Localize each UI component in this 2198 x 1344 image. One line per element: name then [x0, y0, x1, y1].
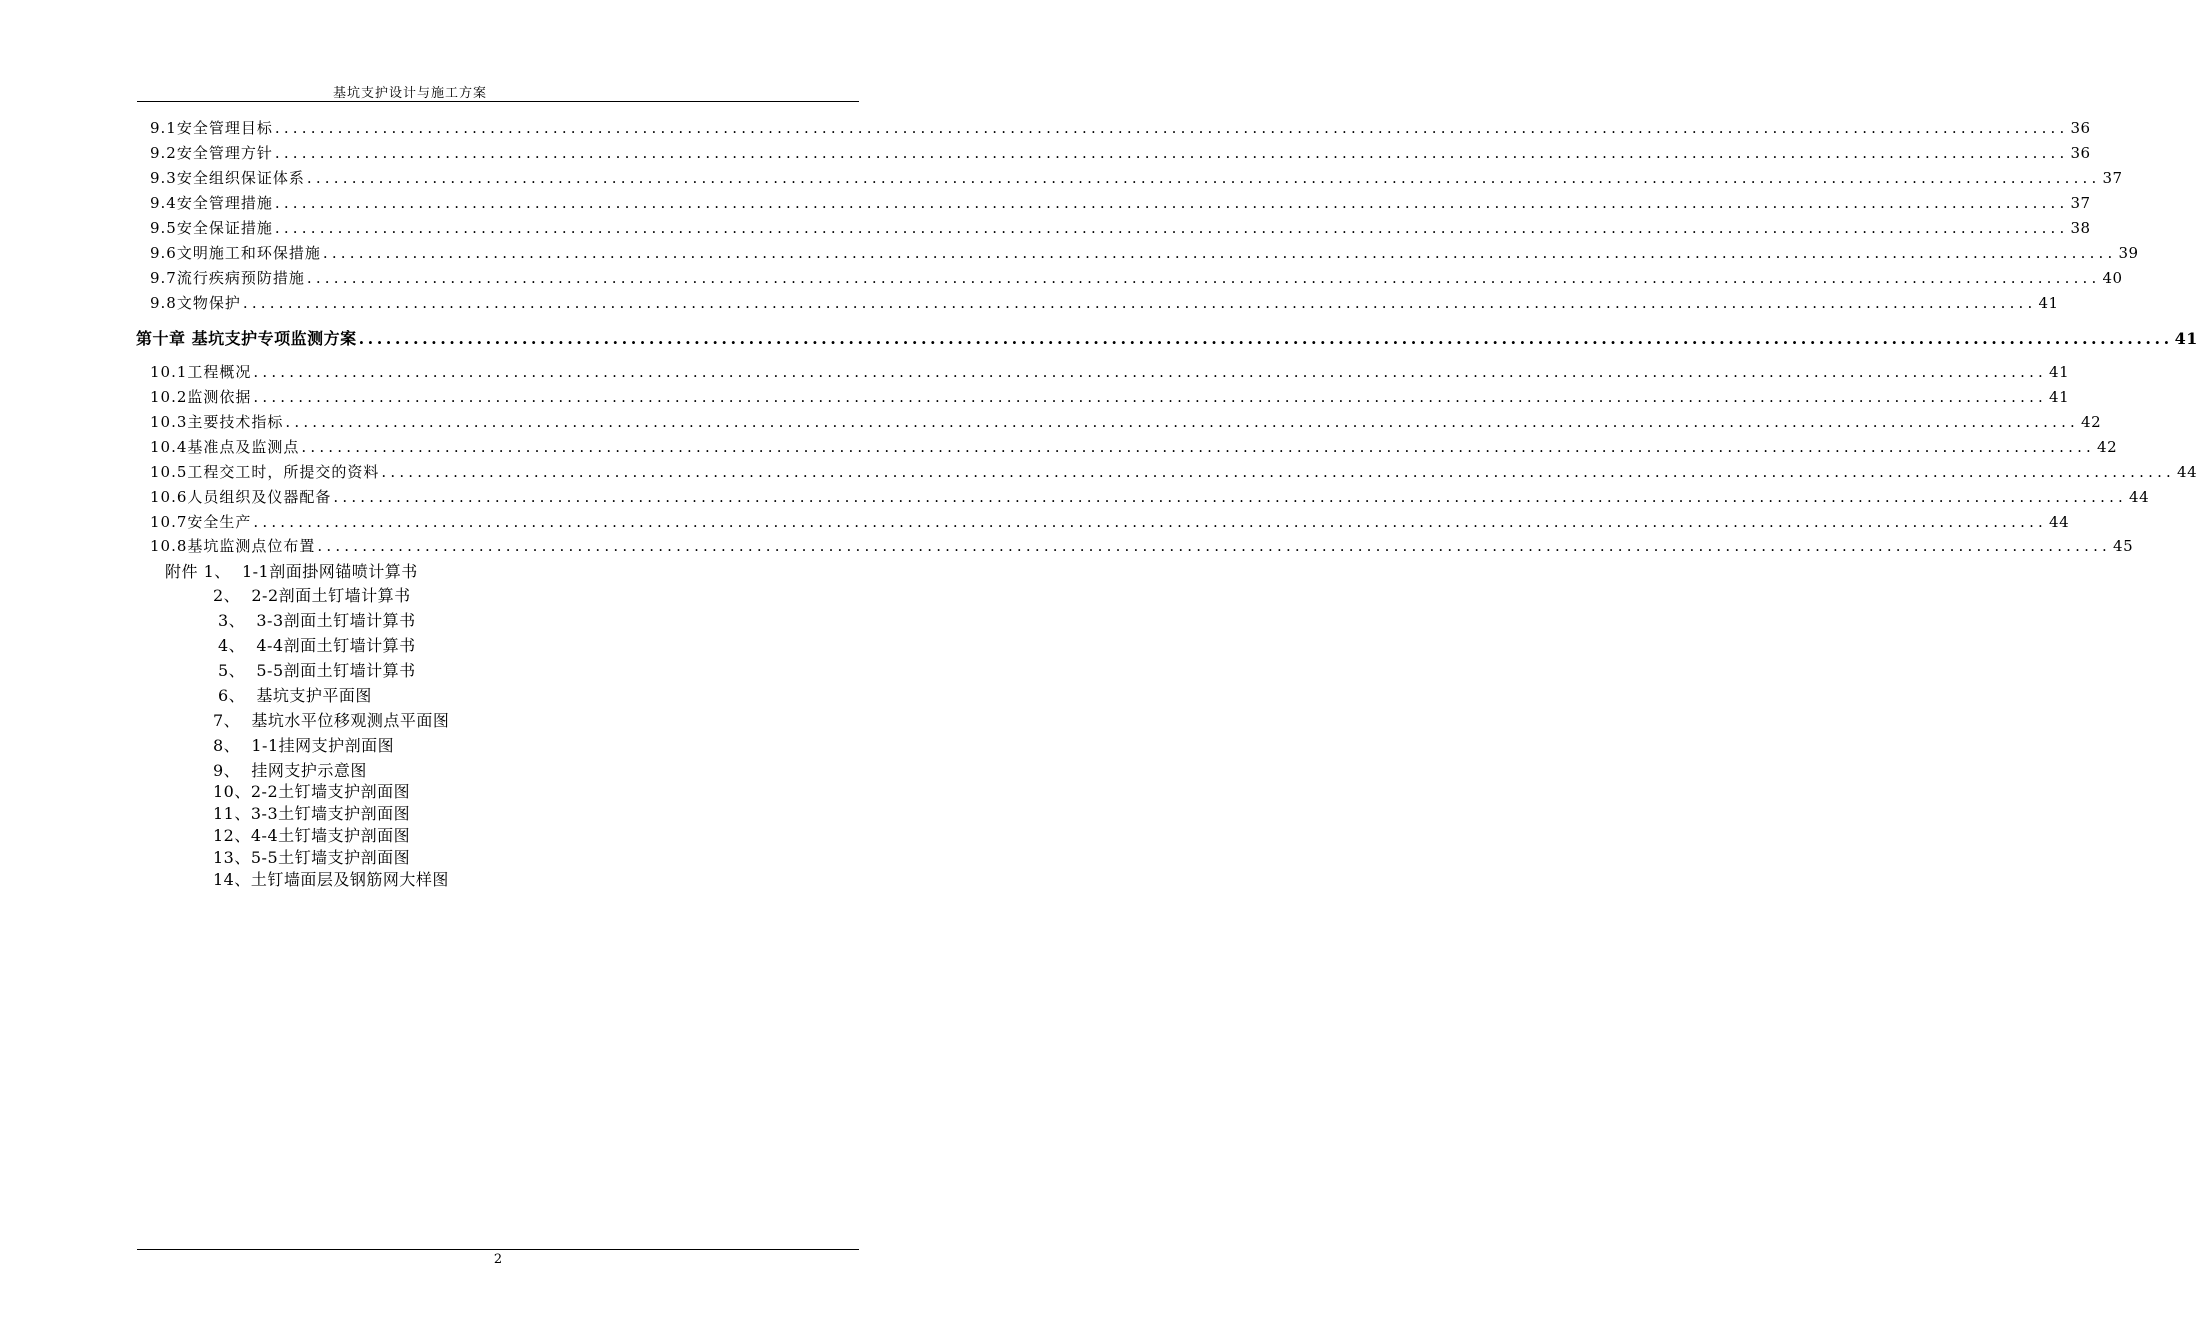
- toc-entry-page: 36: [2070, 119, 2091, 137]
- toc-entry[interactable]: [150, 386, 2070, 408]
- toc-leader-dots: ........................................................................................................................................................................................................: [306, 269, 2101, 287]
- toc-entry[interactable]: [150, 142, 2091, 164]
- attachment-item: 附件 1、 1-1剖面掛网锚喷计算书: [165, 562, 418, 581]
- toc-entry[interactable]: [150, 167, 2123, 189]
- toc-entry-page: 44: [2177, 463, 2198, 481]
- toc-chapter-entry[interactable]: [136, 328, 2198, 350]
- toc-leader-dots: ........................................................................................................................................................................................................: [306, 169, 2101, 187]
- attachment-item: 7、 基坑水平位移观测点平面图: [213, 711, 450, 730]
- attachment-item: 3、 3-3剖面土钉墙计算书: [218, 611, 416, 630]
- toc-entry-page: 37: [2070, 194, 2091, 212]
- toc-entry-page: 38: [2070, 219, 2091, 237]
- toc-entry-page: 45: [2113, 537, 2134, 555]
- header-rule: [137, 101, 859, 102]
- attachment-item: 14、土钉墙面层及钢筋网大样图: [213, 870, 449, 889]
- attachment-item: 2、 2-2剖面土钉墙计算书: [213, 586, 411, 605]
- footer-rule: [137, 1249, 859, 1250]
- running-header: 基坑支护设计与施工方案: [332, 86, 487, 101]
- toc-entry-label: 9.2安全管理方针: [150, 144, 273, 162]
- toc-entry-label: 10.8基坑监测点位布置: [150, 537, 316, 555]
- toc-entry[interactable]: [150, 486, 2150, 508]
- toc-entry-page: 41: [2049, 363, 2070, 381]
- toc-entry[interactable]: [150, 436, 2118, 458]
- toc-entry-label: 10.2监测依据: [150, 388, 252, 406]
- toc-entry-page: 41: [2038, 294, 2059, 312]
- toc-entry-page: 39: [2118, 244, 2139, 262]
- toc-entry[interactable]: [150, 535, 2134, 557]
- toc-entry-page: 44: [2129, 488, 2150, 506]
- toc-leader-dots: ........................................................................................................................................................................................................: [381, 463, 2176, 481]
- toc-entry-label: 10.1工程概况: [150, 363, 252, 381]
- toc-leader-dots: ........................................................................................................................................................................................................: [253, 363, 2048, 381]
- toc-entry[interactable]: [150, 192, 2091, 214]
- toc-entry[interactable]: [150, 411, 2102, 433]
- attachment-item: 5、 5-5剖面土钉墙计算书: [218, 661, 416, 680]
- toc-entry-page: 42: [2081, 413, 2102, 431]
- toc-entry[interactable]: [150, 361, 2070, 383]
- toc-entry-label: 9.6文明施工和环保措施: [150, 244, 321, 262]
- toc-leader-dots: ........................................................................................................................................................................................................: [274, 194, 2069, 212]
- attachment-item: 11、3-3土钉墙支护剖面图: [213, 804, 411, 823]
- toc-entry-page: 36: [2070, 144, 2091, 162]
- toc-entry[interactable]: [150, 461, 2198, 483]
- toc-leader-dots: ........................................................................................................................................................................................................: [253, 513, 2048, 531]
- attachment-item: 9、 挂网支护示意图: [213, 761, 367, 780]
- toc-entry-page: 37: [2102, 169, 2123, 187]
- attachment-item: 13、5-5土钉墙支护剖面图: [213, 848, 411, 867]
- toc-leader-dots: ........................................................................................................................................................................................................: [274, 219, 2069, 237]
- toc-entry-page: 44: [2049, 513, 2070, 531]
- attachment-item: 8、 1-1挂网支护剖面图: [213, 736, 395, 755]
- toc-leader-dots: ........................................................................................................................................................................................................: [322, 244, 2117, 262]
- attachment-item: 6、 基坑支护平面图: [218, 686, 372, 705]
- toc-leader-dots: ........................................................................................................................................................................................................: [333, 488, 2128, 506]
- toc-entry-label: 9.4安全管理措施: [150, 194, 273, 212]
- toc-entry-label: 10.6人员组织及仪器配备: [150, 488, 332, 506]
- toc-entry[interactable]: [150, 117, 2091, 139]
- toc-leader-dots: ........................................................................................................................................................................................................: [274, 144, 2069, 162]
- toc-entry-label: 9.8文物保护: [150, 294, 241, 312]
- toc-leader-dots: ........................................................................................................................................................................................................: [358, 329, 2173, 348]
- toc-entry-label: 9.3安全组织保证体系: [150, 169, 305, 187]
- attachment-item: 12、4-4土钉墙支护剖面图: [213, 826, 411, 845]
- toc-entry[interactable]: [150, 242, 2139, 264]
- page-number: 2: [493, 1252, 503, 1267]
- toc-entry[interactable]: [150, 511, 2070, 533]
- toc-entry-page: 41: [2174, 329, 2198, 348]
- toc-leader-dots: ........................................................................................................................................................................................................: [274, 119, 2069, 137]
- toc-entry-label: 第十章 基坑支护专项监测方案: [136, 329, 357, 348]
- toc-entry[interactable]: [150, 217, 2091, 239]
- toc-entry[interactable]: [150, 267, 2123, 289]
- toc-entry-label: 9.7流行疾病预防措施: [150, 269, 305, 287]
- toc-leader-dots: ........................................................................................................................................................................................................: [301, 438, 2096, 456]
- toc-leader-dots: ........................................................................................................................................................................................................: [253, 388, 2048, 406]
- attachment-item: 10、2-2土钉墙支护剖面图: [213, 782, 411, 801]
- toc-leader-dots: ........................................................................................................................................................................................................: [285, 413, 2080, 431]
- toc-entry-label: 9.5安全保证措施: [150, 219, 273, 237]
- toc-entry-page: 42: [2097, 438, 2118, 456]
- toc-entry-page: 41: [2049, 388, 2070, 406]
- attachment-item: 4、 4-4剖面土钉墙计算书: [218, 636, 416, 655]
- toc-entry-label: 9.1安全管理目标: [150, 119, 273, 137]
- toc-entry[interactable]: [150, 292, 2059, 314]
- toc-entry-page: 40: [2102, 269, 2123, 287]
- toc-entry-label: 10.4基准点及监测点: [150, 438, 300, 456]
- toc-entry-label: 10.3主要技术指标: [150, 413, 284, 431]
- toc-leader-dots: ........................................................................................................................................................................................................: [317, 537, 2112, 555]
- toc-leader-dots: ........................................................................................................................................................................................................: [242, 294, 2037, 312]
- toc-entry-label: 10.5工程交工时，所提交的资料: [150, 463, 380, 481]
- toc-entry-label: 10.7安全生产: [150, 513, 252, 531]
